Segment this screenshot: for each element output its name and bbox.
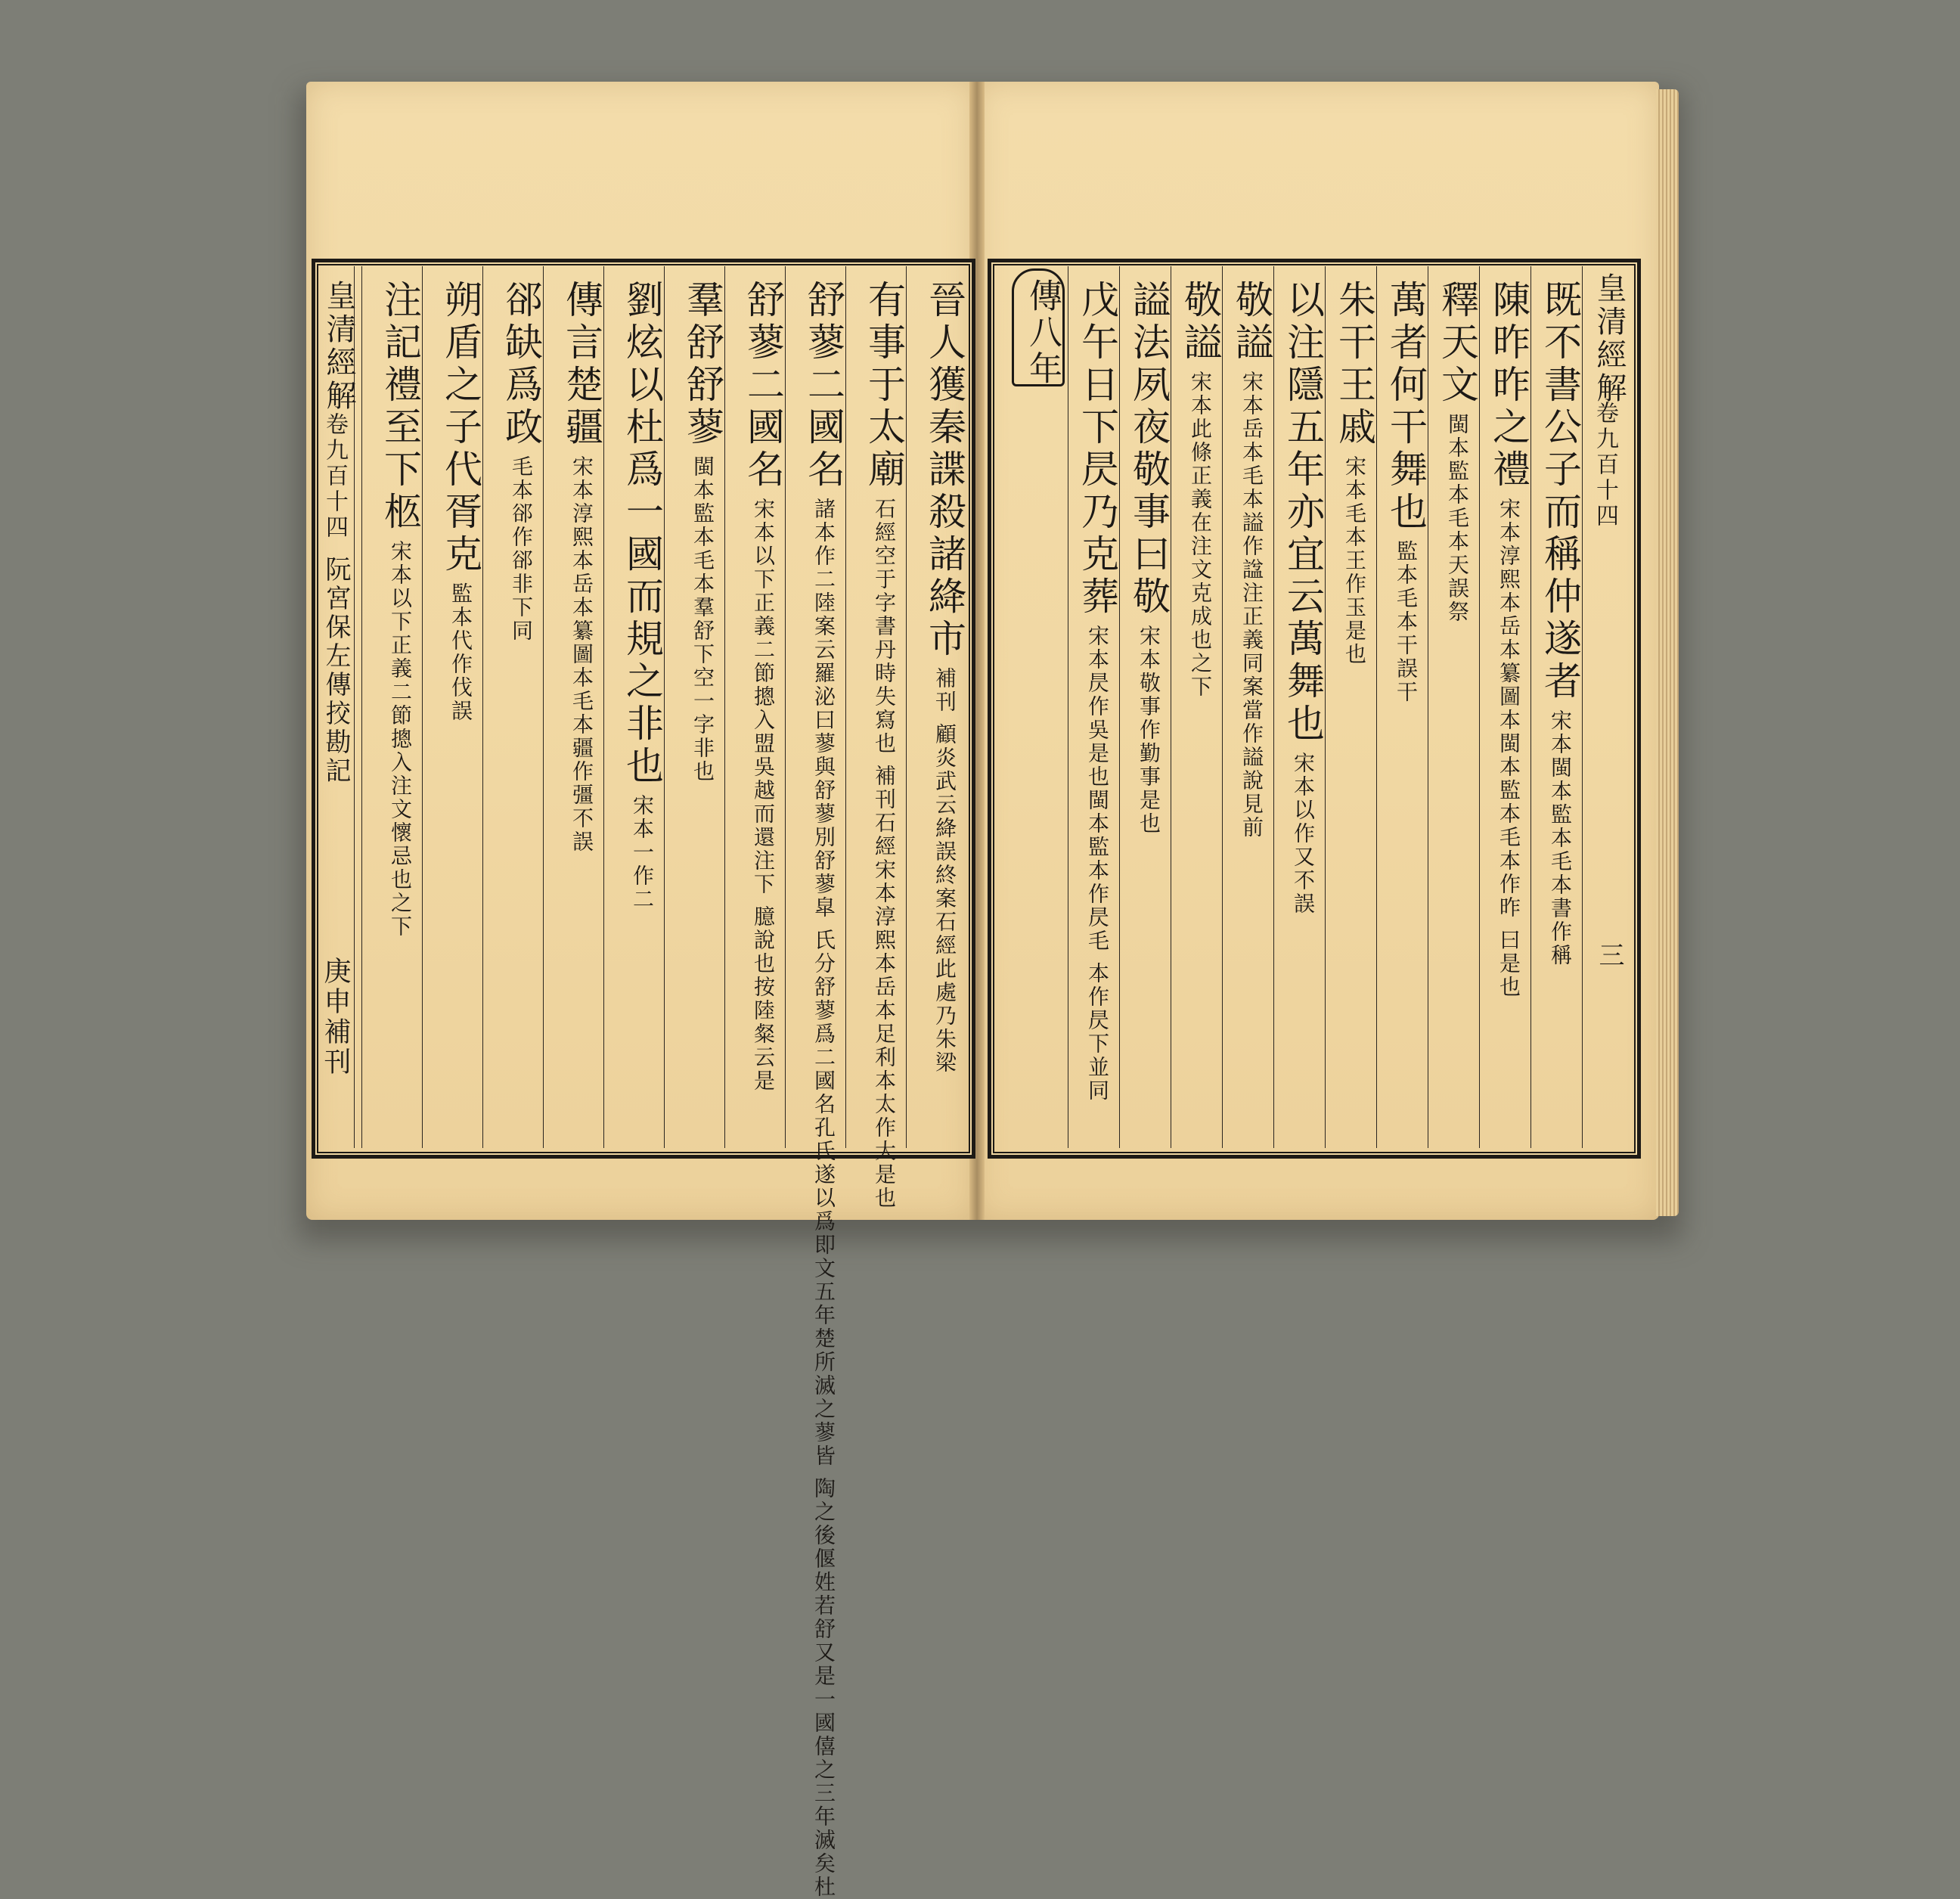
main-text: 晉人獲秦諜殺諸絳市 <box>923 280 966 661</box>
right-margin-page: 三 <box>1594 942 1624 970</box>
text-column <box>913 280 966 1075</box>
main-text: 有事于太廟 <box>862 280 906 492</box>
annotation-text: 宋本以作又不誤 <box>1291 752 1316 916</box>
text-column <box>1332 280 1376 666</box>
column-rule <box>664 266 665 1148</box>
main-text: 既不書公子而稱仲遂者 <box>1538 280 1582 703</box>
annotation-text: 補刊 顧炎武云絳誤終案石經此處乃朱梁 <box>932 667 957 1075</box>
text-column <box>1384 280 1428 704</box>
main-text: 郤缺爲政 <box>499 280 543 449</box>
main-text: 陳昨昨之禮 <box>1487 280 1530 492</box>
annotation-text: 宋本淳熙本岳本纂圖本毛本疆作彊不誤 <box>569 455 594 854</box>
annotation-text: 宋本以下正義二節摠入注文懷忌也之下 <box>388 540 413 939</box>
main-text: 謚法夙夜敬事曰敬 <box>1127 280 1171 619</box>
left-margin-rule <box>354 266 355 1148</box>
text-column <box>1230 280 1273 839</box>
column-rule <box>906 266 907 1148</box>
text-column <box>732 280 785 1093</box>
main-text: 舒蓼二國名 <box>741 280 785 492</box>
main-text: 以注隱五年亦宜云萬舞也 <box>1281 280 1325 746</box>
column-rule <box>1273 266 1274 1148</box>
left-margin-volume: 卷九百十四 <box>321 412 348 541</box>
text-column <box>1538 280 1582 967</box>
annotation-text: 監本代作伐誤 <box>448 582 473 723</box>
annotation-text: 閩本監本毛本天誤祭 <box>1445 413 1470 624</box>
main-text: 傳言楚疆 <box>560 280 603 449</box>
column-rule <box>724 266 725 1148</box>
column-rule <box>785 266 786 1148</box>
annotation-text: 毛本郤作郤非下同 <box>509 455 534 643</box>
main-text: 戊午日下昃乃克葬 <box>1075 280 1119 619</box>
right-margin-rule <box>1582 266 1583 1148</box>
text-column <box>430 280 482 723</box>
column-rule <box>603 266 604 1148</box>
annotation-text: 宋本敬事作勤事是也 <box>1137 625 1161 836</box>
left-margin-title: 皇清經解 <box>321 280 356 413</box>
column-rule <box>543 266 544 1148</box>
annotation-text: 宋本一作二 <box>630 794 655 911</box>
column-rule <box>1376 266 1377 1148</box>
column-rule <box>1325 266 1326 1148</box>
main-text: 劉炫以杜爲一國而規之非也 <box>620 280 664 788</box>
right-margin-volume: 卷九百十四 <box>1592 401 1618 529</box>
text-column <box>369 280 422 939</box>
text-column <box>550 280 603 854</box>
main-text: 朔盾之子代胥克 <box>439 280 482 576</box>
left-margin-work: 阮宮保左傳挍勘記 <box>321 556 351 786</box>
annotation-text: 諸本作二陸案云羅泌曰蓼與舒蓼別舒蓼皐 氏分舒蓼爲二國名孔氏遂以爲即文五年楚所滅之蓼皆 陶之後偃姓若舒又是一國僖之三年滅矣杜 <box>811 498 836 1899</box>
annotation-text: 監本毛本干誤干 <box>1394 540 1419 704</box>
text-column <box>1487 280 1530 999</box>
annotation-text: 宋本以下正義二節摠入盟吳越而還注下 臆說也按陸粲云是 <box>751 498 776 1093</box>
text-column <box>490 280 543 643</box>
column-rule <box>1222 266 1223 1148</box>
column-rule <box>1479 266 1480 1148</box>
chapter-heading: 傳八年 <box>1023 278 1062 387</box>
text-column <box>853 280 906 1210</box>
text-column <box>671 280 724 783</box>
column-rule <box>1530 266 1531 1148</box>
annotation-text: 宋本此條正義在注文克成也之下 <box>1188 371 1213 699</box>
main-text: 釋天文 <box>1435 280 1479 407</box>
annotation-text: 石經空于字書丹時失寫也 補刊石經宋本淳熙本岳本足利本太作大是也 <box>872 498 897 1210</box>
annotation-text: 閩本監本毛本羣舒下空一字非也 <box>690 455 715 783</box>
text-column <box>1127 280 1171 836</box>
text-column <box>1075 280 1119 1103</box>
annotation-text: 宋本閩本監本毛本書作稱 <box>1548 709 1573 967</box>
column-rule <box>845 266 846 1148</box>
main-text: 舒蓼二國名 <box>802 280 845 492</box>
column-rule <box>1119 266 1120 1148</box>
text-column <box>1435 280 1479 624</box>
main-text: 朱干王戚 <box>1332 280 1376 449</box>
text-column <box>792 280 845 1899</box>
column-rule <box>422 266 423 1148</box>
annotation-text: 宋本淳熙本岳本纂圖本閩本監本毛本作昨 曰是也 <box>1496 498 1521 999</box>
page-edges <box>1656 89 1679 1216</box>
right-margin-title: 皇清經解 <box>1592 272 1627 405</box>
annotation-text: 宋本岳本毛本謚作諡注正義同案當作謚說見前 <box>1239 371 1264 839</box>
main-text: 注記禮至下柩 <box>378 280 422 534</box>
main-text: 敬謚 <box>1230 280 1273 365</box>
column-rule <box>482 266 483 1148</box>
annotation-text: 宋本昃作吳是也閩本監本作昃毛 本作昃下並同 <box>1085 625 1110 1103</box>
main-text: 羣舒舒蓼 <box>681 280 724 449</box>
text-column <box>1281 280 1325 916</box>
column-rule <box>361 266 362 1148</box>
main-text: 敬謚 <box>1178 280 1222 365</box>
main-text: 萬者何干舞也 <box>1384 280 1428 534</box>
left-margin-bottom: 庚申補刊 <box>320 957 351 1078</box>
text-column <box>611 280 664 911</box>
annotation-text: 宋本毛本王作玉是也 <box>1342 455 1367 666</box>
text-column <box>1178 280 1222 699</box>
